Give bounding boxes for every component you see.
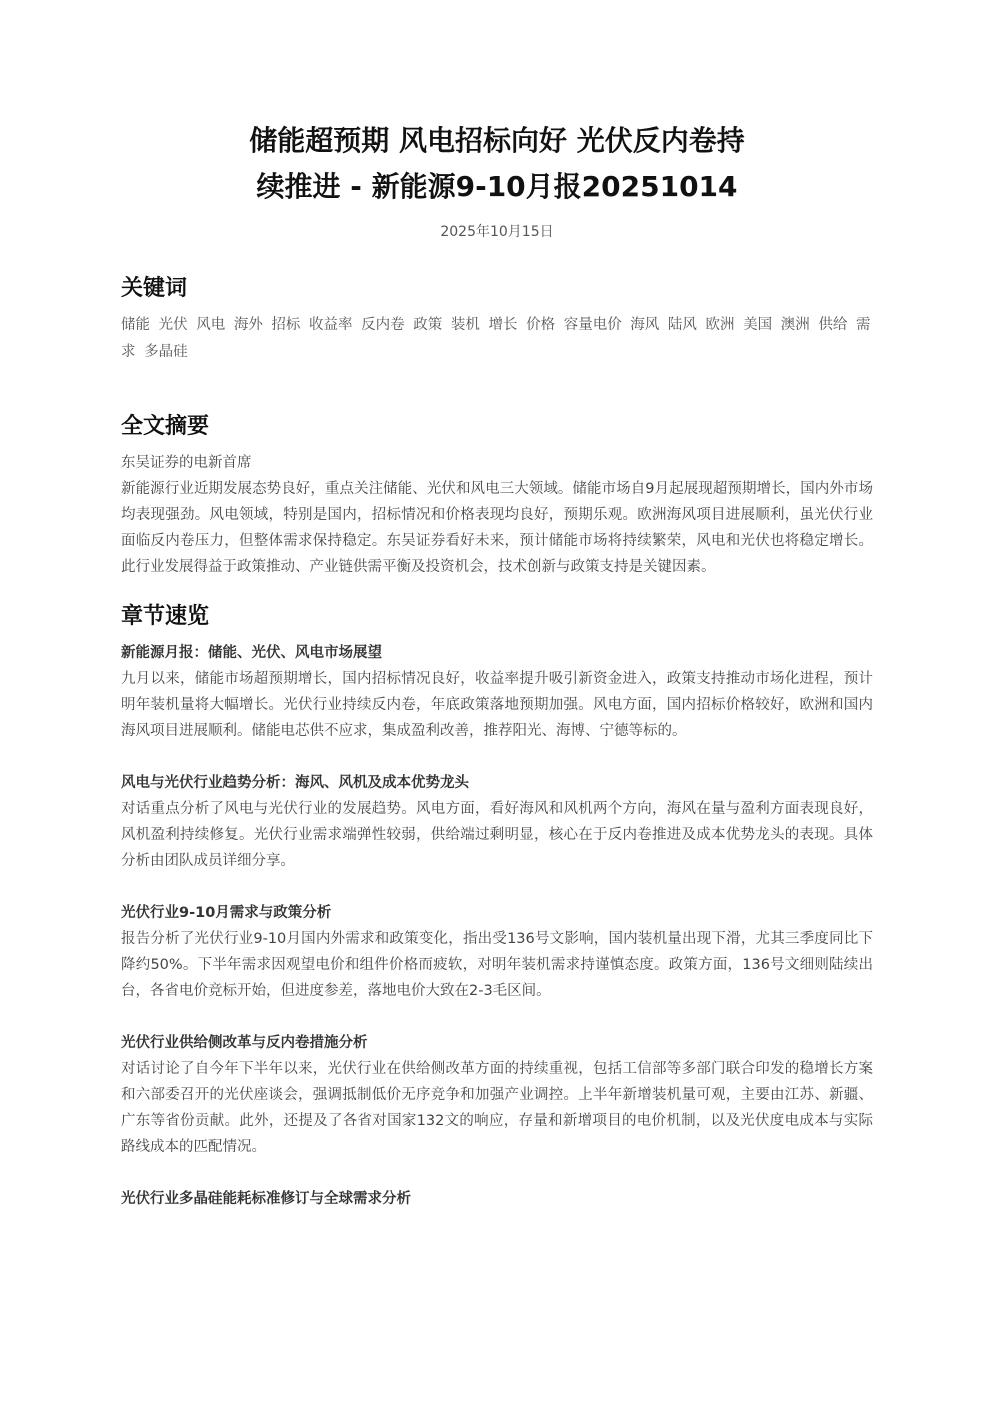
chapter-item [121,1030,873,1160]
keywords-heading: 关键词 [121,276,188,301]
chapter-body: 对话讨论了自今年下半年以来，光伏行业在供给侧改革方面的持续重视，包括工信部等多部门联合印发的稳增长方案和六部委召开的光伏座谈会，强调抵制低价无序竞争和加强产业调控。上半年新增装机量可观，主要由江苏、新疆、广东等省份贡献。此外，还提及了各省对国家132文的响应，存量和新增项目的电价机制，以及光伏度电成本与实际路线成本的匹配情况。 [121,1061,873,1155]
chapter-item [121,900,873,1004]
document-page [121,0,873,1212]
summary-heading: 全文摘要 [121,414,210,439]
chapter-item [121,770,873,874]
chapters-heading: 章节速览 [121,604,210,629]
title-line-2: 续推进 - 新能源9-10月报20251014 [256,170,738,203]
chapter-heading: 新能源月报：储能、光伏、风电市场展望 [121,645,382,661]
title-line-1: 储能超预期 风电招标向好 光伏反内卷持 [249,124,745,157]
chapter-heading: 光伏行业9-10月需求与政策分析 [121,905,332,921]
chapter-heading: 风电与光伏行业趋势分析：海风、风机及成本优势龙头 [121,775,469,791]
chapter-item [121,640,873,744]
chapter-heading: 光伏行业供给侧改革与反内卷措施分析 [121,1035,368,1051]
summary-body: 新能源行业近期发展态势良好，重点关注储能、光伏和风电三大领域。储能市场自9月起展现超预期增长，国内外市场均表现强劲。风电领域，特别是国内，招标情况和价格表现均良好，预期乐观。欧洲海风项目进展顺利，虽光伏行业面临反内卷压力，但整体需求保持稳定。东吴证券看好未来，预计储能市场将持续繁荣，风电和光伏也将稳定增长。此行业发展得益于政策推动、产业链供需平衡及投资机会，技术创新与政策支持是关键因素。 [121,481,873,575]
summary-source: 东吴证券的电新首席 [121,455,252,471]
keywords-list: 储能 光伏 风电 海外 招标 收益率 反内卷 政策 装机 增长 价格 容量电价 海风 陆风 欧洲 美国 澳洲 供给 需求 多晶硅 [121,317,871,360]
chapter-heading: 光伏行业多晶硅能耗标准修订与全球需求分析 [121,1191,411,1207]
document-date: 2025年10月15日 [440,224,554,240]
chapter-body: 对话重点分析了风电与光伏行业的发展趋势。风电方面，看好海风和风机两个方向，海风在量与盈利方面表现良好，风机盈利持续修复。光伏行业需求端弹性较弱，供给端过剩明显，核心在于反内卷推进及成本优势龙头的表现。具体分析由团队成员详细分享。 [121,801,873,869]
chapter-item [121,1186,873,1212]
chapter-body: 九月以来，储能市场超预期增长，国内招标情况良好，收益率提升吸引新资金进入，政策支持推动市场化进程，预计明年装机量将大幅增长。光伏行业持续反内卷，年底政策落地预期加强。风电方面，国内招标价格较好，欧洲和国内海风项目进展顺利。储能电芯供不应求，集成盈利改善，推荐阳光、海博、宁德等标的。 [121,671,873,739]
document-title [121,118,873,210]
chapter-body: 报告分析了光伏行业9-10月国内外需求和政策变化，指出受136号文影响，国内装机量出现下滑，尤其三季度同比下降约50%。下半年需求因观望电价和组件价格而疲软，对明年装机需求持谨慎态度。政策方面，136号文细则陆续出台，各省电价竞标开始，但进度参差，落地电价大致在2-3毛区间。 [121,931,873,999]
